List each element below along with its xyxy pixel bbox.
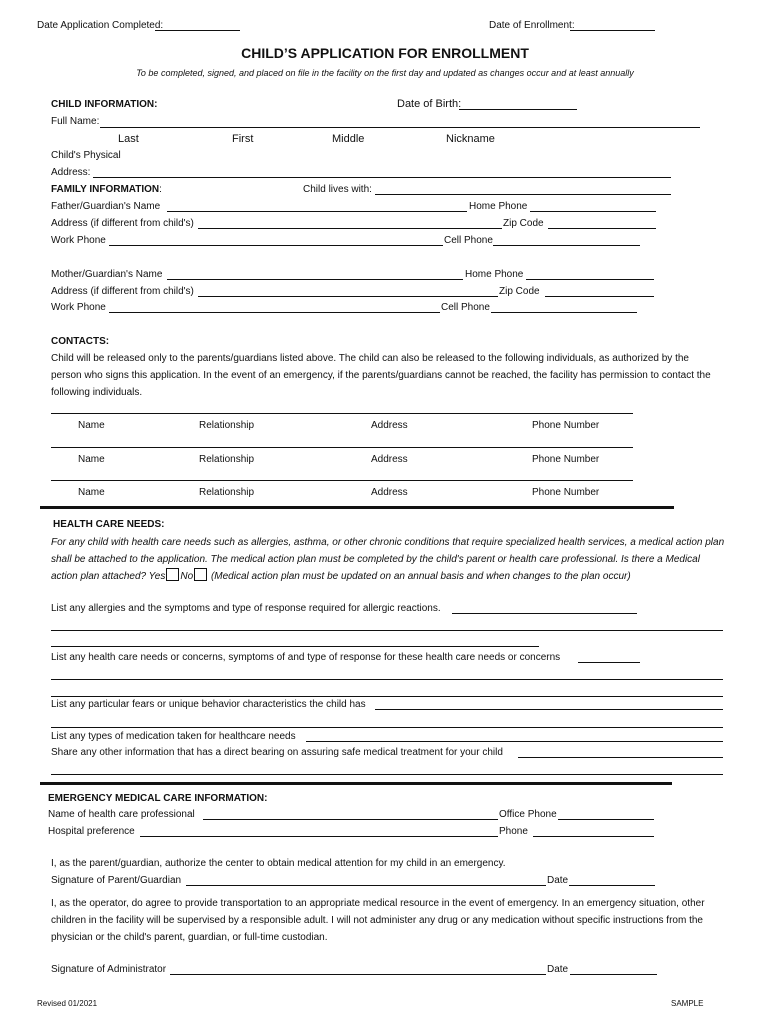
fears-field-1[interactable]	[375, 709, 723, 710]
hospital-phone-field[interactable]	[533, 836, 654, 837]
contact-2-phone-label: Phone Number	[532, 454, 600, 465]
office-phone-label: Office Phone	[499, 809, 557, 820]
medication-label: List any types of medication taken for healthcare needs	[51, 731, 296, 742]
contact-1-address-label: Address	[371, 420, 408, 431]
mother-address-label: Address (if different from child's)	[51, 286, 194, 297]
fears-field-2[interactable]	[51, 727, 723, 728]
emergency-heading: EMERGENCY MEDICAL CARE INFORMATION:	[48, 793, 268, 804]
family-heading-text: FAMILY INFORMATION	[51, 184, 160, 195]
full-name-field[interactable]	[100, 127, 700, 128]
form-title: CHILD’S APPLICATION FOR ENROLLMENT	[241, 45, 529, 61]
mother-home-phone-field[interactable]	[526, 279, 654, 280]
sig-admin-date-label: Date	[547, 964, 569, 975]
date-completed-field[interactable]	[155, 30, 240, 31]
lives-with-field[interactable]	[375, 194, 671, 195]
father-cell-phone-field[interactable]	[493, 245, 640, 246]
contacts-text: Child will be released only to the parents/guardians listed above. The child can also be released to the following individuals, as authorized by the person who signs this application. In the event of an emergency, if the parents/guardians cannot be reached, the facility has permission to contact the following individuals.	[51, 353, 711, 398]
contact-3-address-label: Address	[371, 487, 408, 498]
other-info-label: Share any other information that has a direct bearing on assuring safe medical treatment for your child	[51, 747, 503, 758]
family-info-heading: FAMILY INFORMATION:	[51, 184, 162, 195]
mother-cell-phone-field[interactable]	[491, 312, 637, 313]
father-address-field[interactable]	[198, 228, 502, 229]
father-work-phone-field[interactable]	[109, 245, 443, 246]
name-part-middle: Middle	[332, 133, 365, 145]
name-part-nickname: Nickname	[446, 133, 495, 145]
section-divider-2	[40, 782, 672, 785]
contact-3-phone-label: Phone Number	[532, 487, 600, 498]
fears-label: List any particular fears or unique behavior characteristics the child has	[51, 699, 366, 710]
contact-3-name-label: Name	[78, 487, 105, 498]
health-text	[51, 534, 727, 585]
physical-label: Child's Physical	[51, 150, 121, 161]
mother-zip-label: Zip Code	[499, 286, 540, 297]
health-text-after: (Medical action plan must be updated on an annual basis and when changes to the plan occur)	[210, 571, 631, 582]
sig-admin-label: Signature of Administrator	[51, 964, 167, 975]
operator-text: I, as the operator, do agree to provide transportation to an appropriate medical resource in the event of emergency. In an emergency situation, other children in the facility will be supervised by a responsible adult. I will not administer any drug or any medication without specific instructions from the physician or the child's parent, guardian, or full-time custodian.	[51, 898, 705, 943]
sig-admin-date-field[interactable]	[570, 974, 657, 975]
mother-work-phone-field[interactable]	[109, 312, 440, 313]
revised-label: Revised 01/2021	[37, 999, 98, 1008]
hospital-phone-label: Phone	[499, 826, 528, 837]
needs-field-1[interactable]	[578, 662, 640, 663]
needs-field-3[interactable]	[51, 696, 723, 697]
office-phone-field[interactable]	[558, 819, 654, 820]
father-zip-label: Zip Code	[503, 218, 544, 229]
other-info-field-1[interactable]	[518, 757, 723, 758]
contact-1-relationship-label: Relationship	[199, 420, 255, 431]
allergies-label: List any allergies and the symptoms and type of response required for allergic reactions.	[51, 603, 441, 614]
contact-2-line[interactable]	[51, 447, 633, 448]
contact-3-line[interactable]	[51, 480, 633, 481]
father-home-phone-field[interactable]	[530, 211, 656, 212]
mother-cell-phone-label: Cell Phone	[441, 302, 490, 313]
mother-zip-field[interactable]	[545, 296, 654, 297]
sig-parent-date-label: Date	[547, 875, 569, 886]
allergies-field-2[interactable]	[51, 630, 723, 631]
father-home-phone-label: Home Phone	[469, 201, 528, 212]
contact-1-phone-label: Phone Number	[532, 420, 600, 431]
needs-label: List any health care needs or concerns, symptoms of and type of response for these health care needs or concerns	[51, 652, 561, 663]
mother-name-field[interactable]	[167, 279, 463, 280]
health-heading: HEALTH CARE NEEDS:	[53, 519, 165, 530]
father-cell-phone-label: Cell Phone	[444, 235, 493, 246]
full-name-label: Full Name:	[51, 116, 100, 127]
child-address-field[interactable]	[93, 177, 671, 178]
no-checkbox[interactable]	[194, 568, 207, 581]
professional-field[interactable]	[203, 819, 498, 820]
name-part-first: First	[232, 133, 254, 145]
yes-checkbox[interactable]	[166, 568, 179, 581]
medication-field[interactable]	[306, 741, 723, 742]
allergies-field-1[interactable]	[452, 613, 637, 614]
contact-2-address-label: Address	[371, 454, 408, 465]
contact-1-line[interactable]	[51, 413, 633, 414]
health-text-before: For any child with health care needs such as allergies, asthma, or other chronic conditions that require specialized health services, a medical action plan shall be attached to the application. The medical action plan must be completed by the child's parent or health care professional. Is there a Medical action plan attached? Yes	[51, 537, 725, 582]
mother-home-phone-label: Home Phone	[465, 269, 524, 280]
address-label: Address:	[51, 167, 91, 178]
needs-field-2[interactable]	[51, 679, 723, 680]
hospital-label: Hospital preference	[48, 826, 135, 837]
form-subtitle: To be completed, signed, and placed on file in the facility on the first day and updated as changes occur and at least annually	[136, 68, 634, 78]
hospital-field[interactable]	[140, 836, 498, 837]
date-completed-label: Date Application Completed:	[37, 20, 164, 31]
father-address-label: Address (if different from child's)	[51, 218, 194, 229]
other-info-field-2[interactable]	[51, 774, 723, 775]
contact-3-relationship-label: Relationship	[199, 487, 255, 498]
sig-parent-field[interactable]	[186, 885, 546, 886]
father-work-phone-label: Work Phone	[51, 235, 106, 246]
father-zip-field[interactable]	[548, 228, 656, 229]
no-label: No	[180, 571, 194, 582]
mother-address-field[interactable]	[198, 296, 498, 297]
mother-work-phone-label: Work Phone	[51, 302, 106, 313]
father-name-field[interactable]	[167, 211, 467, 212]
sig-parent-label: Signature of Parent/Guardian	[51, 875, 182, 886]
sig-parent-date-field[interactable]	[569, 885, 655, 886]
authorize-text: I, as the parent/guardian, authorize the center to obtain medical attention for my child in an emergency.	[51, 858, 506, 869]
contacts-heading: CONTACTS:	[51, 336, 110, 347]
mother-name-label: Mother/Guardian's Name	[51, 269, 163, 280]
date-enrollment-field[interactable]	[570, 30, 655, 31]
contact-2-relationship-label: Relationship	[199, 454, 255, 465]
section-divider	[40, 506, 674, 509]
sig-admin-field[interactable]	[170, 974, 546, 975]
sample-label: SAMPLE	[671, 999, 704, 1008]
contact-1-name-label: Name	[78, 420, 105, 431]
date-enrollment-label: Date of Enrollment:	[489, 20, 575, 31]
dob-label: Date of Birth:	[397, 98, 462, 110]
contact-2-name-label: Name	[78, 454, 105, 465]
father-name-label: Father/Guardian's Name	[51, 201, 161, 212]
name-part-last: Last	[118, 133, 139, 145]
child-info-heading: CHILD INFORMATION:	[51, 99, 158, 110]
allergies-field-3[interactable]	[51, 646, 539, 647]
professional-label: Name of health care professional	[48, 809, 195, 820]
dob-field[interactable]	[459, 109, 577, 110]
lives-with-label: Child lives with:	[303, 184, 372, 195]
